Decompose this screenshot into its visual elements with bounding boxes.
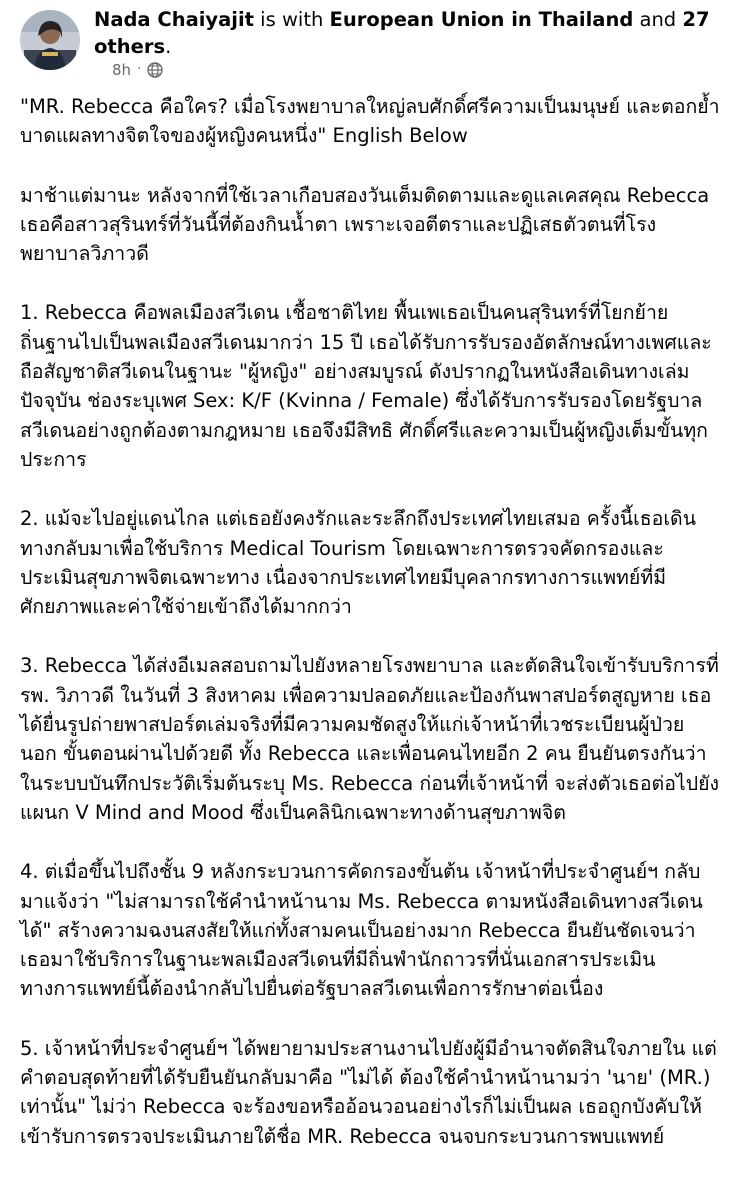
avatar-image — [20, 10, 80, 70]
tagged-page-link[interactable]: European Union in Thailand — [329, 8, 634, 31]
post-paragraph-intro: มาช้าแต่มานะ หลังจากที่ใช้เวลาเกือบสองวันเต็มติดตามและดูแลเคสคุณ Rebecca เธอคือสาวสุรินทร์ที่วันนี้ที่ต้องกินน้ำตา เพราะเจอตีตราและปฏิเสธตัวตนที่โรงพยาบาลวิภาวดี — [20, 183, 710, 266]
avatar[interactable] — [20, 10, 80, 70]
meta-separator: · — [137, 62, 142, 77]
post-paragraph-1: 1. Rebecca คือพลเมืองสวีเดน เชื้อชาติไทย พื้นเพเธอเป็นคนสุรินทร์ที่โยกย้ายถิ่นฐานไปเป็นพลเมืองสวีเดนมากว่า 15 ปี เธอได้รับการรับรองอัตลักษณ์ทางเพศและถือสัญชาติสวีเดนในฐานะ "ผู้หญิง" อย่างสมบูรณ์ ดังปรากฏในหนังสือเดินทางเล่มปัจจุบัน ช่องระบุเพศ Sex: K/F (Kvinna / Female) ซึ่งได้รับการรับรองโดยรัฐบาลสวีเดนอย่างถูกต้องตามกฎหมาย เธอจึงมีสิทธิ ศักดิ์ศรีและความเป็นผู้หญิงเต็มขั้นทุกประการ — [20, 301, 712, 471]
post-paragraph-4: 4. ต่เมื่อขึ้นไปถึงชั้น 9 หลังกระบวนการคัดกรองขั้นต้น เจ้าหน้าที่ประจำศูนย์ฯ กลับมาแจ้งว่า "ไม่สามารถใช้คำนำหน้านาม Ms. Rebecca ตามหนังสือเดินทางสวีเดนได้" สร้างความฉงนสงสัยให้แก่ทั้งสามคนเป็นอย่างมาก Rebecca ยืนยันชัดเจนว่า เธอมาใช้บริการในฐานะพลเมืองสวีเดนที่มีถิ่นพำนักถาวรที่นั่นเอกสารประเมินทางการแพทย์นี้ต้องนำกลับไปยื่นต่อรัฐบาลสวีเดนเพื่อการรักษาต่อเนื่อง — [20, 860, 703, 1001]
post-header — [20, 6, 720, 86]
post-paragraph-5: 5. เจ้าหน้าที่ประจำศูนย์ฯ ได้พยายามประสานงานไปยังผู้มีอำนาจตัดสินใจภายใน แต่คำตอบสุดท้ายที่ได้รับยืนยันกลับมาคือ "ไม่ได้ ต้องใช้คำนำหน้านามว่า 'นาย' (MR.) เท่านั้น" ไม่ว่า Rebecca จะร้องขอหรืออ้อนวอนอย่างไรก็ไม่เป็นผล เธอถูกบังคับให้เข้ารับการตรวจประเมินภายใต้ชื่อ MR. Rebecca จนจบกระบวนการพบแพทย์ — [20, 1036, 717, 1148]
period-text: . — [165, 35, 172, 58]
with-text: is with — [253, 8, 330, 31]
post-body — [20, 92, 720, 1181]
and-text: and — [633, 8, 683, 31]
tagged-others-link[interactable]: 27 others — [94, 8, 710, 58]
post-paragraph-headline: "MR. Rebecca คือใคร? เมื่อโรงพยาบาลใหญ่ลบศักดิ์ศรีความเป็นมนุษย์ และตอกย้ำบาดแผลทางจิตใจของผู้หญิงคนหนึ่ง" English Below — [20, 95, 720, 148]
post-author-line — [94, 6, 714, 60]
globe-icon[interactable] — [147, 62, 163, 78]
author-name[interactable]: Nada Chaiyajit — [94, 8, 254, 31]
post-timestamp[interactable]: 8h — [112, 61, 132, 79]
post-paragraph-2: 2. แม้จะไปอยู่แดนไกล แต่เธอยังคงรักและระลึกถึงประเทศไทยเสมอ ครั้งนี้เธอเดินทางกลับมาเพื่อใช้บริการ Medical Tourism โดยเฉพาะการตรวจคัดกรองและประเมินสุขภาพจิตเฉพาะทาง เนื่องจากประเทศไทยมีบุคลากรทางการแพทย์ที่มีศักยภาพและค่าใช้จ่ายเข้าถึงได้มากกว่า — [20, 507, 697, 619]
post-meta — [112, 60, 163, 80]
post-paragraph-3: 3. Rebecca ได้ส่งอีเมลสอบถามไปยังหลายโรงพยาบาล และตัดสินใจเข้ารับบริการที่ รพ. วิภาวดี ในวันที่ 3 สิงหาคม เพื่อความปลอดภัยและป้องกันพาสปอร์ตสูญหาย เธอได้ยื่นรูปถ่ายพาสปอร์ตเล่มจริงที่มีความคมชัดสูงให้แก่เจ้าหน้าที่เวชระเบียนผู้ป่วยนอก ขั้นตอนผ่านไปด้วยดี ทั้ง Rebecca และเพื่อนคนไทยอีก 2 คน ยืนยันตรงกันว่าในระบบบันทึกประวัติเริ่มต้นระบุ Ms. Rebecca ก่อนที่เจ้าหน้าที่ จะส่งตัวเธอต่อไปยังแผนก V Mind and Mood ซึ่งเป็นคลินิกเฉพาะทางด้านสุขภาพจิต — [20, 654, 720, 824]
